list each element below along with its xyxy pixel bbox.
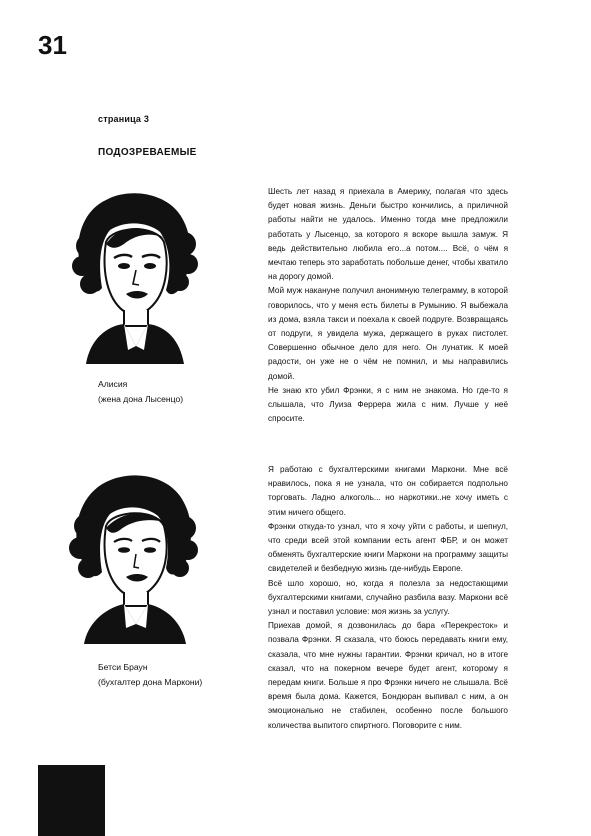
suspect-caption-betsi — [98, 660, 202, 690]
suspect-caption-alisia — [98, 377, 183, 407]
portrait-alisia — [66, 186, 200, 364]
statement-paragraph: Мой муж накануне получил анонимную телеграмму, в которой говорилось, что у меня есть билеты в Румынию. Я выбежала из дома, взяла такси и поехала к своей подруге. Возвращаясь от подруги, я увидела мужа, держащего в руках пистолет. Совершенно обычное дело для него. Он лунатик. К моей радости, он уже не о чём не помнил, и мы направились домой. — [268, 286, 508, 381]
section-label: страница 3 — [98, 114, 150, 124]
suspect-role: (жена дона Лысенцо) — [98, 394, 184, 404]
suspect-statement-betsi — [268, 463, 508, 733]
suspect-role: (бухгалтер дона Маркони) — [98, 677, 203, 687]
section-title: ПОДОЗРЕВАЕМЫЕ — [98, 147, 197, 158]
page-number: 31 — [38, 30, 67, 60]
statement-paragraph: Шесть лет назад я приехала в Америку, полагая что здесь будет новая жизнь. Деньги быстро кончились, а приличной работы найти не удалось. Именно тогда мне предложили работать у Лысенцо, за которого я вскоре вышла замуж. Я ведь действительно любила его...а потом.... Всё, о чём я мечтаю теперь это заработать побольше денег, чтобы хватило на дорогу домой. — [268, 187, 508, 282]
decorative-corner-block — [38, 765, 105, 836]
suspect-name: Алисия — [98, 379, 128, 389]
suspect-name: Бетси Браун — [98, 662, 148, 672]
statement-paragraph: Не знаю кто убил Фрэнки, я с ним не знакома. Но где-то я слышала, что Луиза Феррера жила с ним. Лучше у неё спросите. — [268, 385, 508, 424]
portrait-betsi — [66, 468, 200, 644]
statement-paragraph: Всё шло хорошо, но, когда я полезла за недостающими бухгалтерскими книгами, случайно разбила вазу. Маркони всё узнал и поставил условие: моя жизнь за услугу. — [268, 578, 508, 617]
statement-paragraph: Я работаю с бухгалтерскими книгами Маркони. Мне всё нравилось, пока я не узнала, что он собирается подпольно торговать. Ладно алкоголь... но наркотики..не хочу иметь с этим ничего общего. — [268, 465, 508, 517]
statement-paragraph: Фрэнки откуда-то узнал, что я хочу уйти с работы, и шепнул, что среди всей этой компании есть агент ФБР, и он может обменять бухгалтерские книги Маркони на программу защиты свидетелей и безбедную жизнь где-нибудь Европе. — [268, 521, 508, 574]
statement-paragraph: Приехав домой, я дозвонилась до бара «Перекресток» и позвала Фрэнки. Я сказала, что боюсь передавать книги ему, сказала, что мне нужны гарантии. Фрэнки кричал, но в итоге сказал, что на покерном вечере будет агент, которому я передам книги. Больше я про Фрэнки ничего не слышала. Всё время была дома. Кажется, Бондюран выпивал с ним, а он эмоционально не стабилен, особенно после большого количества выпитого спиртного. Поговорите с ним. — [268, 621, 508, 730]
suspect-statement-alisia — [268, 185, 508, 426]
